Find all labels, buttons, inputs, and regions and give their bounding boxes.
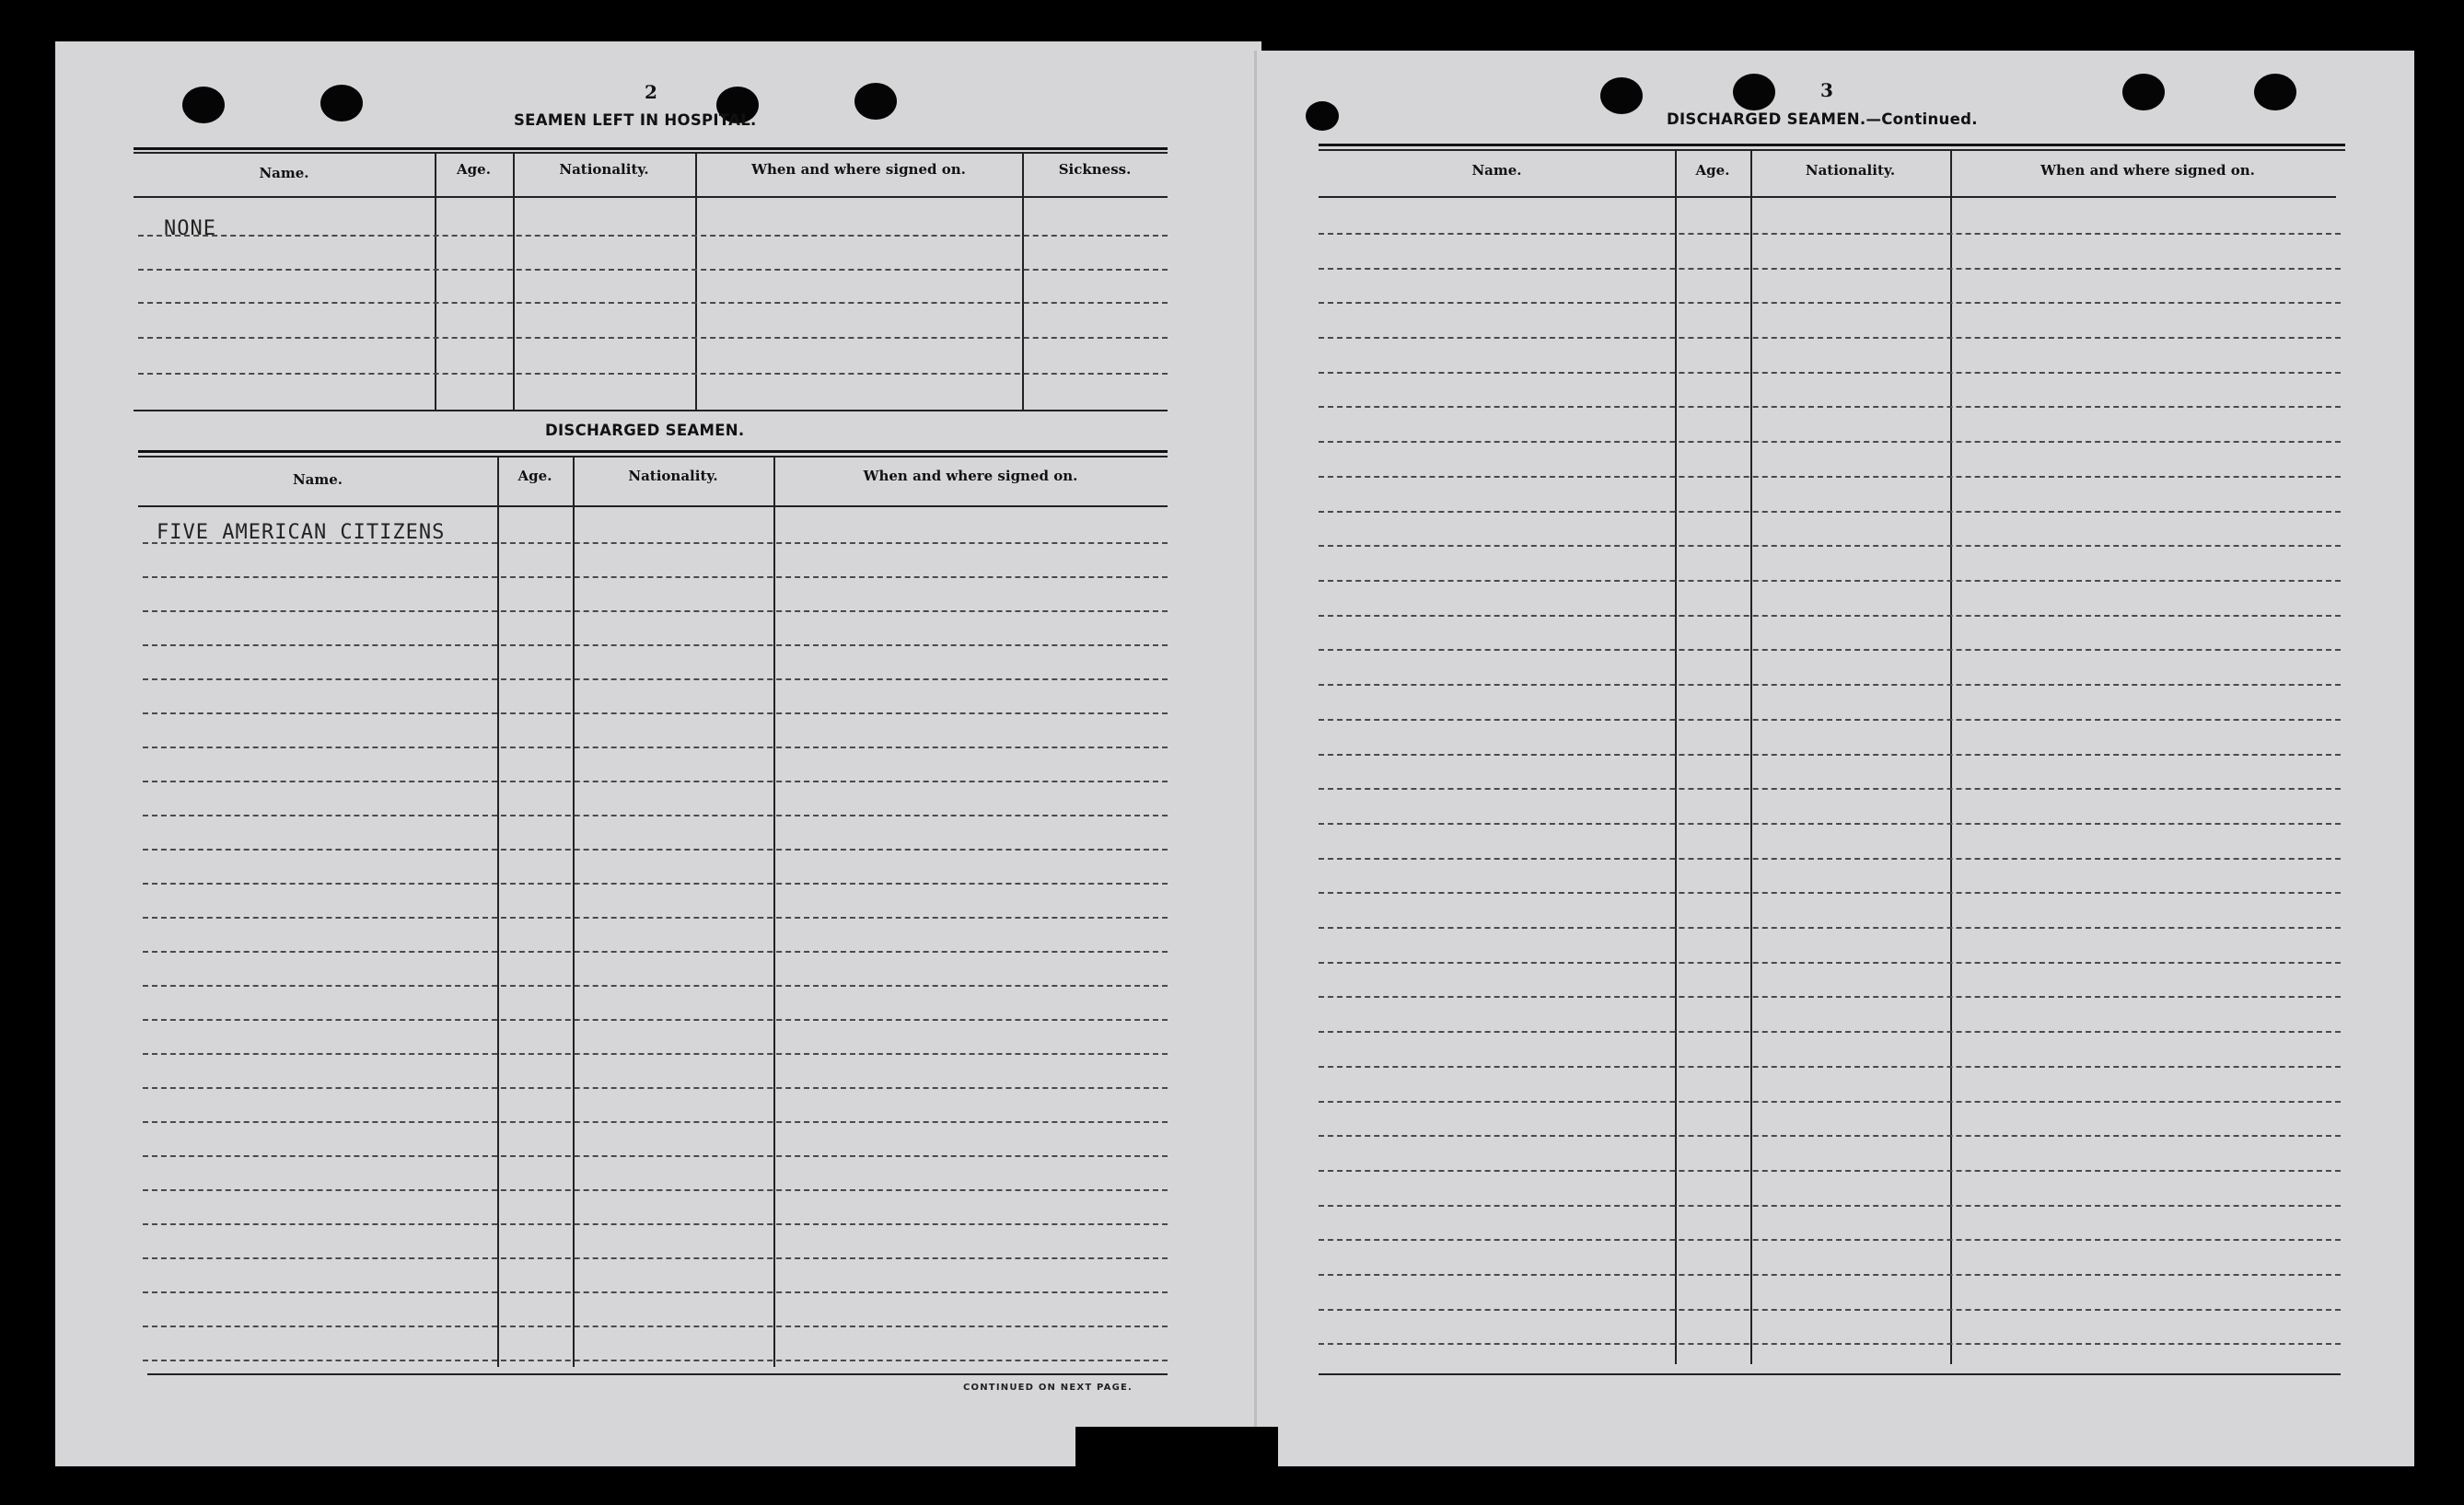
table-row (1319, 233, 2341, 235)
table-row (143, 712, 1168, 714)
table-row (143, 917, 1168, 919)
discharged-continued-title: DISCHARGED SEAMEN.—Continued. (1667, 110, 1978, 128)
table-row (143, 815, 1168, 816)
col-header-age: Age. (517, 468, 552, 484)
hospital-section-title: SEAMEN LEFT IN HOSPITAL. (514, 111, 757, 129)
table-row (1319, 788, 2341, 790)
table-row (143, 1155, 1168, 1157)
discharged-name-entry: FIVE AMERICAN CITIZENS (157, 521, 446, 544)
table-row (143, 644, 1168, 646)
table-row (1319, 511, 2341, 513)
right-page (1257, 51, 2414, 1466)
table-row (1319, 858, 2341, 860)
table-row (1319, 823, 2341, 825)
table-row (1319, 1170, 2341, 1172)
table-row (143, 1053, 1168, 1055)
left-page (55, 41, 1261, 1466)
table-row (1319, 441, 2341, 443)
table-row (143, 1291, 1168, 1293)
col-header-age: Age. (1695, 162, 1730, 179)
hospital-name-entry: NONE (164, 217, 216, 240)
table-row (1319, 545, 2341, 547)
table-row (143, 849, 1168, 851)
table-row (1319, 580, 2341, 582)
table-row (143, 1360, 1168, 1361)
table-row (1319, 1135, 2341, 1137)
col-header-signed-on: When and where signed on. (751, 161, 966, 178)
table-row (143, 576, 1168, 578)
table-row (1319, 754, 2341, 756)
punch-hole (2254, 74, 2296, 110)
table-row (1319, 406, 2341, 408)
col-header-signed-on: When and where signed on. (2040, 162, 2255, 179)
table-row (1319, 649, 2341, 651)
table-row (1319, 996, 2341, 998)
table-row (1319, 615, 2341, 617)
table-row (138, 302, 1168, 304)
punch-hole (2122, 74, 2165, 110)
table-row (143, 1019, 1168, 1021)
col-header-signed-on: When and where signed on. (863, 468, 1078, 484)
table-row (1319, 1101, 2341, 1103)
col-header-name: Name. (1471, 162, 1522, 179)
table-row (1319, 1066, 2341, 1068)
table-row (1319, 1205, 2341, 1207)
col-header-nationality: Nationality. (628, 468, 718, 484)
continued-footer: CONTINUED ON NEXT PAGE. (963, 1383, 1133, 1393)
page-number: 2 (645, 81, 657, 103)
table-row (1319, 892, 2341, 894)
table-row (1319, 1031, 2341, 1033)
torn-corner (1075, 1427, 1278, 1482)
col-header-age: Age. (457, 161, 491, 178)
table-row (1319, 962, 2341, 964)
punch-hole (1733, 74, 1775, 110)
table-row (143, 985, 1168, 987)
table-row (138, 373, 1168, 375)
table-row (143, 610, 1168, 612)
table-row (143, 781, 1168, 782)
table-row (143, 1087, 1168, 1089)
table-row (143, 951, 1168, 953)
table-row (1319, 476, 2341, 478)
table-row (1319, 1343, 2341, 1345)
table-row (143, 747, 1168, 748)
table-row (1319, 719, 2341, 721)
table-row (143, 678, 1168, 680)
table-row (138, 235, 1168, 237)
table-row (138, 337, 1168, 339)
table-row (143, 1189, 1168, 1191)
table-row (143, 1223, 1168, 1225)
table-row (1319, 927, 2341, 929)
table-row (1319, 372, 2341, 374)
punch-hole (182, 87, 225, 123)
table-row (143, 883, 1168, 885)
table-row (1319, 268, 2341, 270)
table-row (143, 1326, 1168, 1327)
page-fold (1254, 51, 1257, 1466)
col-header-name: Name. (292, 471, 343, 488)
page-number: 3 (1820, 79, 1833, 101)
table-row (138, 269, 1168, 271)
table-row (1319, 1274, 2341, 1276)
table-row (1319, 684, 2341, 686)
table-row (143, 1121, 1168, 1123)
table-row (143, 542, 1168, 544)
col-header-sickness: Sickness. (1058, 161, 1132, 178)
col-header-nationality: Nationality. (1805, 162, 1896, 179)
table-row (1319, 1309, 2341, 1311)
punch-hole (1306, 101, 1339, 131)
table-row (143, 1257, 1168, 1259)
punch-hole (320, 85, 363, 122)
punch-hole (1600, 77, 1643, 114)
table-row (1319, 302, 2341, 304)
col-header-name: Name. (259, 165, 309, 181)
punch-hole (854, 83, 897, 120)
table-row (1319, 337, 2341, 339)
table-row (1319, 1239, 2341, 1241)
discharged-section-title: DISCHARGED SEAMEN. (545, 422, 745, 439)
col-header-nationality: Nationality. (559, 161, 649, 178)
